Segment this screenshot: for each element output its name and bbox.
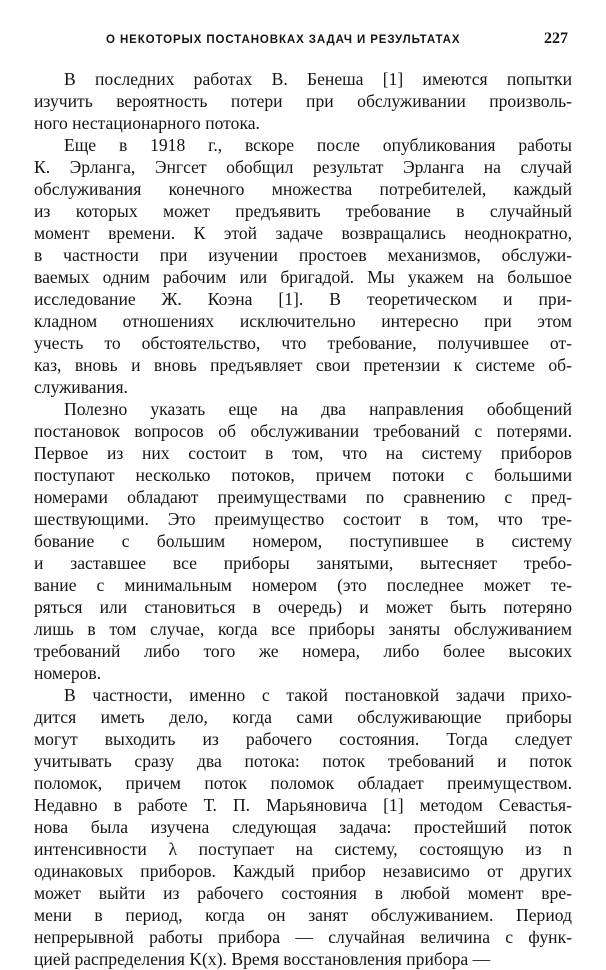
paragraph [34,684,572,970]
text-line: изучить вероятность потери при обслуживании произволь- [34,91,572,111]
text-line: учесть то обстоятельство, что требование, получившее от- [34,333,572,353]
text-line: номерами обладают преимуществами по сравнению с пред- [34,487,572,507]
text-line: из которых может предъявить требование в случайный [34,201,572,221]
text-line: момент времени. К этой задаче возвращались неоднократно, [34,223,572,243]
text-line: К. Эрланга, Энгсет обобщил результат Эрланга на случай [34,157,572,177]
paragraph [34,134,572,398]
text-line: Первое из них состоит в том, что на систему приборов [34,443,572,463]
text-line: одинаковых приборов. Каждый прибор независимо от других [34,861,572,881]
text-line: Полезно указать еще на два направления обобщений [64,399,572,419]
text-line: мени в период, когда он занят обслуживанием. Период [34,905,572,925]
text-line: в частности при изучении простоев механизмов, обслужи- [34,245,572,265]
text-line: могут выходить из рабочего состояния. Тогда следует [34,729,572,749]
running-title: О НЕКОТОРЫХ ПОСТАНОВКАХ ЗАДАЧ И РЕЗУЛЬТАТАХ [106,34,461,46]
text-line: учитывать сразу два потока: поток требований и поток [34,751,572,771]
text-line: Недавно в работе Т. П. Марьяновича [1] методом Севастья- [34,795,572,815]
text-line: дится иметь дело, когда сами обслуживающие приборы [34,707,572,727]
text-line: может выйти из рабочего состояния в любой момент вре- [34,883,572,903]
text-line: служивания. [34,377,128,397]
running-head [34,24,572,54]
text-line: ного нестационарного потока. [34,113,260,133]
page-number: 227 [544,30,568,47]
text-line: ряться или становиться в очередь) и может быть потеряно [34,597,572,617]
text-line: поломок, причем поток поломок обладает преимуществом. [34,773,572,793]
text-line: поступают несколько потоков, причем потоки с большими [34,465,572,485]
text-line: постановок вопросов об обслуживании требований с потерями. [34,421,572,441]
text-line: В последних работах В. Бенеша [1] имеются попытки [64,69,572,89]
text-line: цией распределения K(x). Время восстановления прибора — [34,949,491,969]
text-line: обслуживания конечного множества потребителей, каждый [34,179,572,199]
paragraph [34,398,572,684]
text-line: ваемых одним рабочим или бригадой. Мы укажем на большое [34,267,572,287]
body-text [34,68,572,970]
text-line: интенсивности λ поступает на систему, состоящую из n [34,839,572,859]
text-line: кладном отношениях исключительно интересно при этом [34,311,572,331]
text-line: требований либо того же номера, либо более высоких [34,641,572,661]
text-line: В частности, именно с такой постановкой задачи прихо- [64,685,572,705]
text-line: номеров. [34,663,102,683]
text-line: и заставшее все приборы занятыми, вытесняет требо- [34,553,572,573]
text-line: вание с минимальным номером (это последнее может те- [34,575,572,595]
text-line: бование с большим номером, поступившее в систему [34,531,572,551]
book-page [34,24,572,970]
text-line: нова была изучена следующая задача: простейший поток [34,817,572,837]
text-line: Еще в 1918 г., вскоре после опубликования работы [64,135,572,155]
paragraph [34,68,572,134]
text-line: каз, вновь и вновь предъявляет свои претензии к системе об- [34,355,572,375]
text-line: лишь в том случае, когда все приборы заняты обслуживанием [34,619,572,639]
text-line: непрерывной работы прибора — случайная величина с функ- [34,927,572,947]
text-line: исследование Ж. Коэна [1]. В теоретическом и при- [34,289,572,309]
text-line: шествующими. Это преимущество состоит в том, что тре- [34,509,572,529]
